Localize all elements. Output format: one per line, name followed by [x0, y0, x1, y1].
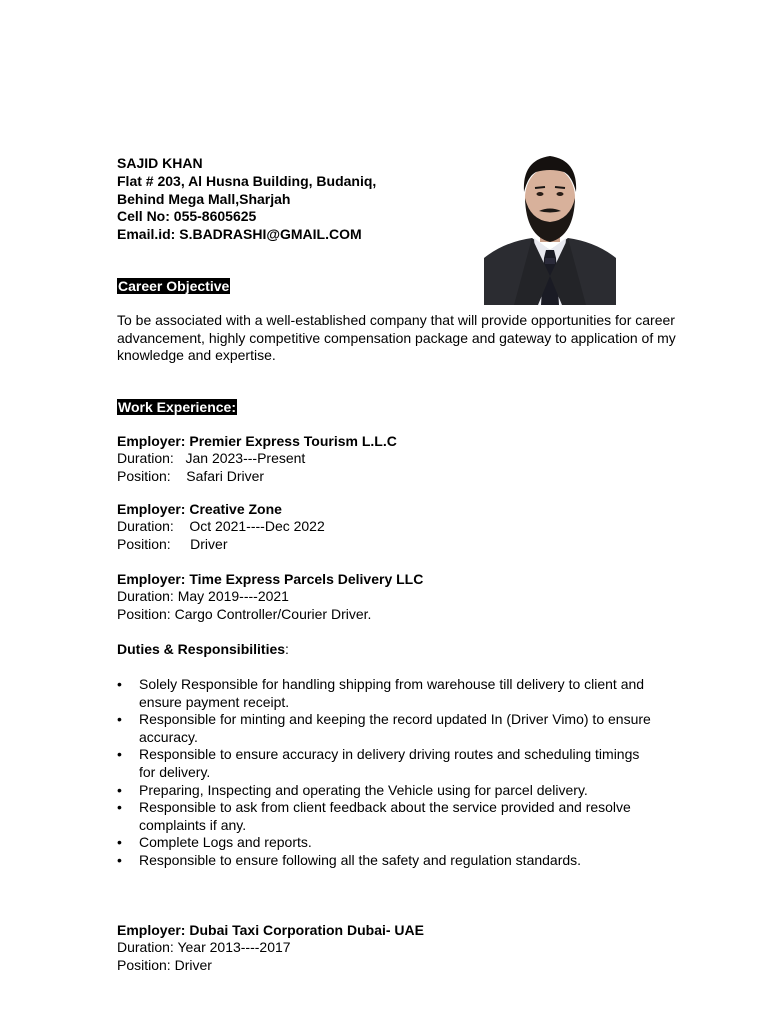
job-position: Position: Cargo Controller/Courier Driver. [117, 605, 372, 622]
work-experience-heading: Work Experience: [118, 399, 237, 415]
candidate-name: SAJID KHAN [117, 155, 203, 171]
address-line-2: Behind Mega Mall,Sharjah [117, 190, 291, 207]
career-objective-heading: Career Objective [118, 278, 230, 294]
address-line-1: Flat # 203, Al Husna Building, Budaniq, [117, 172, 377, 189]
list-item: • Responsible to ask from client feedback about the service provided and resolve complaints if any. [117, 799, 631, 833]
job-entry [117, 922, 424, 974]
list-item: • Responsible to ensure following all the safety and regulation standards. [117, 851, 582, 868]
employer-name: Employer: Premier Express Tourism L.L.C [117, 433, 397, 449]
job-entry [117, 433, 397, 485]
email-address: Email.id: S.BADRASHI@GMAIL.COM [117, 226, 362, 243]
bullet-icon: • [117, 711, 122, 728]
job-position: Position: Driver [117, 956, 212, 973]
job-position: Position: Driver [117, 535, 228, 552]
employer-name: Employer: Dubai Taxi Corporation Dubai- UAE [117, 922, 424, 938]
list-item: • Responsible for minting and keeping the record updated In (Driver Vimo) to ensure accuracy. [117, 711, 651, 745]
contact-block [117, 155, 376, 244]
job-duration: Duration: Year 2013----2017 [117, 939, 291, 956]
bullet-icon: • [117, 799, 122, 816]
list-item: • Responsible to ensure accuracy in delivery driving routes and scheduling timings for delivery. [117, 746, 640, 780]
list-item: • Complete Logs and reports. [117, 834, 312, 851]
career-objective-text: To be associated with a well-established company that will provide opportunities for career advancement, highly competitive compensation package and gateway to application of my knowledge and expertise. [117, 312, 676, 363]
job-entry [117, 571, 423, 623]
job-duration: Duration: Oct 2021----Dec 2022 [117, 518, 325, 535]
bullet-icon: • [117, 781, 122, 798]
duties-heading: Duties & Responsibilities: [117, 641, 289, 657]
list-item: • Solely Responsible for handling shipping from warehouse till delivery to client and ensure payment receipt. [117, 676, 645, 710]
bullet-icon: • [117, 676, 122, 692]
job-entry [117, 501, 325, 553]
bullet-icon: • [117, 851, 122, 868]
bullet-icon: • [117, 834, 122, 851]
bullet-icon: • [117, 746, 122, 763]
job-duration: Duration: May 2019----2021 [117, 588, 289, 605]
profile-photo [484, 146, 616, 305]
duties-list [117, 676, 657, 870]
portrait-image [484, 146, 616, 305]
job-position: Position: Safari Driver [117, 467, 265, 484]
list-item: • Preparing, Inspecting and operating the Vehicle using for parcel delivery. [117, 781, 588, 798]
cell-number: Cell No: 055-8605625 [117, 208, 257, 225]
job-duration: Duration: Jan 2023---Present [117, 450, 306, 467]
employer-name: Employer: Creative Zone [117, 501, 282, 517]
employer-name: Employer: Time Express Parcels Delivery LLC [117, 571, 424, 587]
